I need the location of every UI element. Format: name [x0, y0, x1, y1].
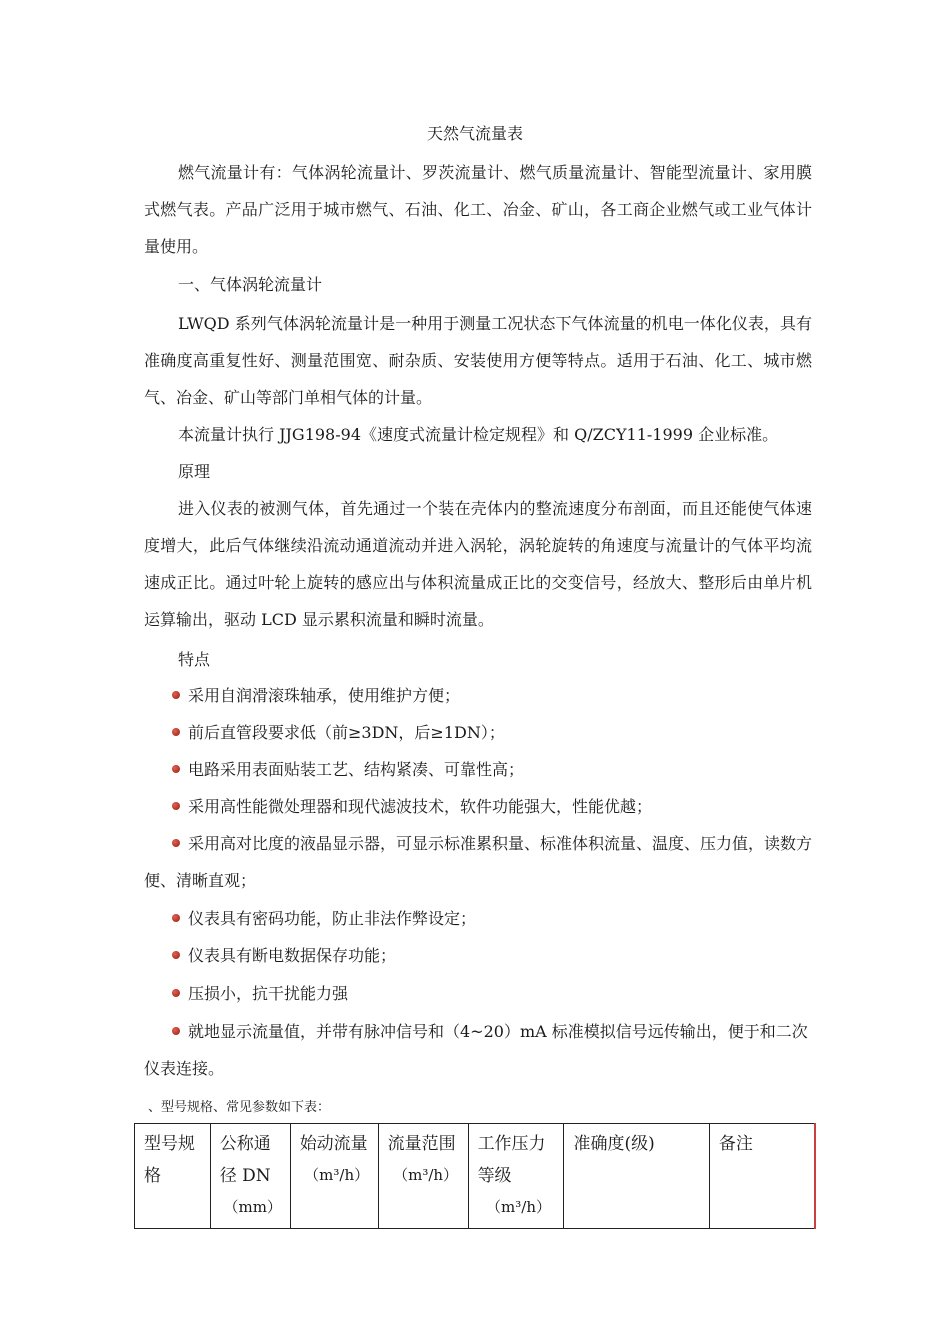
header-accuracy: 准确度(级): [564, 1124, 709, 1229]
turbine-description: LWQD 系列气体涡轮流量计是一种用于测量工况状态下气体流量的机电一体化仪表，具有准确度高重复性好、测量范围宽、耐杂质、安装使用方便等特点。适用于石油、化工、城市燃气、冶金、矿山等部门单相气体的计量。: [144, 314, 812, 407]
header-model: 型号规格: [135, 1124, 211, 1229]
bullet-icon: [172, 765, 180, 773]
feature-item: 仪表具有密码功能，防止非法作弊设定；: [144, 900, 812, 937]
bullet-icon: [172, 914, 180, 922]
feature-item: 压损小，抗干扰能力强: [144, 975, 812, 1012]
section-heading-turbine: 一、气体涡轮流量计: [178, 275, 323, 294]
feature-item: 就地显示流量值，并带有脉冲信号和（4~20）mA 标准模拟信号远传输出，便于和二次仪表连接。: [144, 1022, 808, 1078]
bullet-icon: [172, 728, 180, 736]
feature-item: 仪表具有断电数据保存功能；: [144, 937, 812, 974]
bullet-icon: [172, 1027, 180, 1035]
feature-item: 采用自润滑滚珠轴承，使用维护方便；: [144, 677, 812, 714]
header-nominal-diameter: 公称通径 DN （mm）: [210, 1124, 290, 1229]
feature-item: 电路采用表面贴装工艺、结构紧凑、可靠性高；: [144, 751, 812, 788]
table-header-row: [135, 1124, 816, 1229]
header-starting-flow: 始动流量 （m³/h）: [290, 1124, 378, 1229]
header-remarks: 备注: [709, 1124, 815, 1229]
table-caption: 、型号规格、常见参数如下表：: [148, 1100, 331, 1115]
bullet-icon: [172, 989, 180, 997]
bullet-icon: [172, 951, 180, 959]
bullet-icon: [172, 802, 180, 810]
bullet-icon: [172, 839, 180, 847]
principle-paragraph: 进入仪表的被测气体，首先通过一个装在壳体内的整流速度分布剖面，而且还能使气体速度增大，此后气体继续沿流动通道流动并进入涡轮，涡轮旋转的角速度与流量计的气体平均流速成正比。通过叶轮上旋转的感应出与体积流量成正比的交变信号，经放大、整形后由单片机运算输出，驱动 LCD 显示累积流量和瞬时流量。: [144, 499, 812, 629]
feature-item: 采用高对比度的液晶显示器，可显示标准累积量、标准体积流量、温度、压力值，读数方便、清晰直观；: [144, 834, 813, 890]
feature-item: 前后直管段要求低（前≥3DN，后≥1DN）；: [144, 714, 812, 751]
principle-heading: 原理: [178, 462, 211, 481]
page-title: 天然气流量表: [426, 124, 523, 143]
features-heading: 特点: [178, 650, 211, 669]
header-flow-range: 流量范围 （m³/h）: [378, 1124, 468, 1229]
spec-table: [134, 1123, 816, 1229]
feature-item: 采用高性能微处理器和现代滤波技术，软件功能强大，性能优越；: [144, 788, 812, 825]
intro-paragraph: 燃气流量计有：气体涡轮流量计、罗茨流量计、燃气质量流量计、智能型流量计、家用膜式燃气表。产品广泛用于城市燃气、石油、化工、冶金、矿山，各工商企业燃气或工业气体计量使用。: [144, 163, 812, 256]
standard-paragraph: 本流量计执行 JJG198-94《速度式流量计检定规程》和 Q/ZCY11-1999 企业标准。: [178, 425, 779, 444]
header-pressure-rating: 工作压力等级 （m³/h）: [468, 1124, 564, 1229]
bullet-icon: [172, 691, 180, 699]
